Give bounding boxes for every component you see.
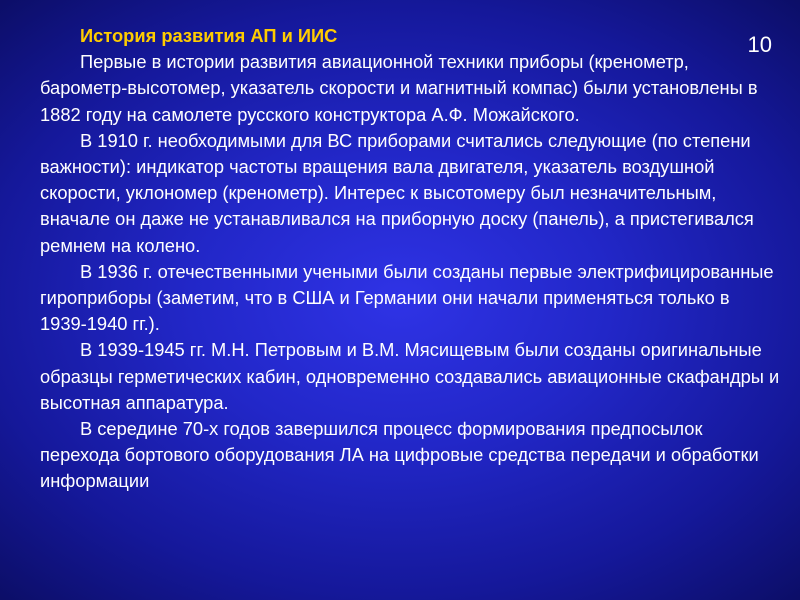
paragraph-1910: В 1910 г. необходимыми для ВС приборами считались следующие (по степени важности): индикатор частоты вращения вала двигателя, указатель воздушной скорости, уклономер (кренометр). Интерес к высотомеру был незначительным, вначале он даже не устанавливался на приборную доску (панель), а пристегивался ремнем на колено.	[40, 129, 754, 256]
paragraph-70s: В середине 70-х годов завершился процесс формирования предпосылок перехода бортового оборудования ЛА на цифровые средства передачи и обработки информации	[40, 418, 759, 492]
slide-body	[40, 23, 780, 495]
paragraph-1936: В 1936 г. отечественными учеными были созданы первые электрифицированные гироприборы (заметим, что в США и Германии они начали применяться только в 1939-1940 гг.).	[40, 260, 774, 335]
slide-title: История развития АП и ИИС	[80, 25, 338, 46]
paragraph-1882: Первые в истории развития авиационной техники приборы (кренометр, барометр-высотомер, указатель скорости и магнитный компас) были установлены в 1882 году на самолете русского конструктора А.Ф. Можайского.	[40, 51, 758, 125]
paragraph-1939-1945: В 1939-1945 гг. М.Н. Петровым и В.М. Мясищевым были созданы оригинальные образцы герметических кабин, одновременно создавались авиационные скафандры и высотная аппаратура.	[40, 339, 780, 413]
page-number: 10	[747, 32, 772, 57]
